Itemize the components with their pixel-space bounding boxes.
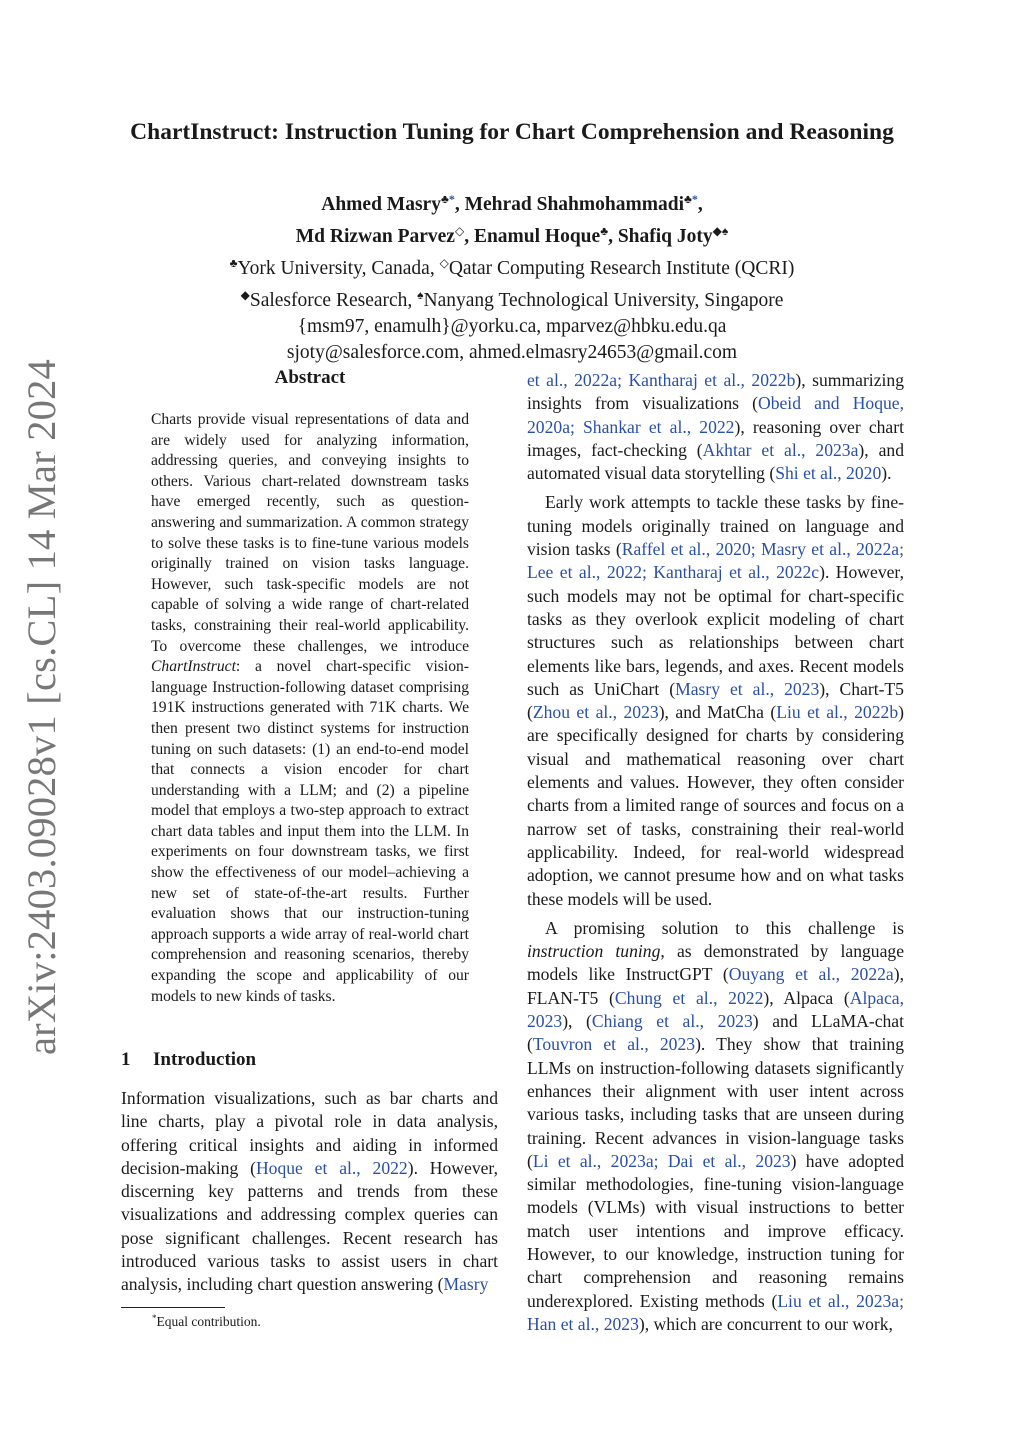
citation-link[interactable]: Chiang et al., 2023 [591, 1011, 753, 1032]
citation-link[interactable]: Touvron et al., 2023 [532, 1034, 696, 1055]
citation-link[interactable]: Masry [443, 1274, 489, 1295]
intro-paragraph-1-left: Information visualizations, such as bar charts and line charts, play a pivotal role in data analysis, offering critical insights and aiding in informed decision-making (Hoque et al., 2022). However, discerning key patterns and trends from these visualizations and addressing complex queries can pose significant challenges. Recent research has introduced various tasks to assist users in chart analysis, including chart question answering (Masry [121, 1088, 498, 1295]
footnote: *Equal contribution. [152, 1313, 261, 1329]
author-name: Mehrad Shahmohammadi [464, 194, 684, 215]
author-name: Md Rizwan Parvez [295, 226, 455, 247]
author-name: Ahmed Masry [321, 194, 441, 215]
citation-link[interactable]: Li et al., 2023a; Dai et al., 2023 [532, 1150, 791, 1171]
citation-link[interactable]: Liu et al., 2023a; Han et al., 2023 [527, 1290, 904, 1334]
affiliation-line-2: ◆Salesforce Research, ♠Nanyang Technological University, Singapore [240, 288, 784, 311]
author-name: Enamul Hoque [473, 226, 601, 247]
citation-link[interactable]: et al., 2022a; Kantharaj et al., 2022b [527, 370, 796, 390]
abstract-body: Charts provide visual representations of data and are widely used for analyzing information, addressing queries, and conveying insights to others. Various chart-related downstream tasks have emerged recently, such as question-answering and summarization. A common strategy to solve these tasks is to fine-tune various models originally trained on vision tasks language. However, such task-specific models are not capable of solving a wide range of chart-related tasks, constraining their real-world applicability. To overcome these challenges, we introduce ChartInstruct: a novel chart-specific vision-language Instruction-following dataset comprising 191K instructions generated with 71K charts. We then present two distinct systems for instruction tuning on such datasets: (1) an end-to-end model that connects a vision encoder for chart understanding with a LLM; and (2) a pipeline model that employs a two-step approach to extract chart data tables and input them into the LLM. In experiments on four downstream tasks, we first show the effectiveness of our model–achieving a new set of state-of-the-art results. Further evaluation shows that our instruction-tuning approach supports a wide array of real-world chart comprehension and reasoning scenarios, thereby expanding the scope and applicability of our models to new kinds of tasks. [151, 411, 469, 1005]
intro-paragraph-1-continued: et al., 2022a; Kantharaj et al., 2022b), summarizing insights from visualizations (Obeid and Hoque, 2020a; Shankar et al., 2022), reasoning over chart images, fact-checking (Akhtar et al., 2023a), and automated visual data storytelling (Shi et al., 2020). [527, 370, 904, 484]
citation-link[interactable]: Ouyang et al., 2022a [728, 964, 894, 985]
citation-link[interactable]: Zhou et al., 2023 [532, 702, 659, 723]
intro-paragraph-3: A promising solution to this challenge is instruction tuning, as demonstrated by language models like InstructGPT (Ouyang et al., 2022a), FLAN-T5 (Chung et al., 2022), Alpaca (Alpaca, 2023), (Chiang et al., 2023) and LLaMA-chat (Touvron et al., 2023). They show that training LLMs on instruction-following datasets significantly enhances their alignment with user intent across various tasks, including tasks that are unseen during training. Recent advances in vision-language tasks (Li et al., 2023a; Dai et al., 2023) have adopted similar methodologies, fine-tuning vision-language models (VLMs) with visual instructions to better match user intentions and improve efficacy. However, to our knowledge, instruction tuning for chart comprehension and reasoning remains underexplored. Existing methods (Liu et al., 2023a; Han et al., 2023), which are concurrent to our work, [527, 917, 905, 1334]
paper-title: ChartInstruct: Instruction Tuning for Chart Comprehension and Reasoning [130, 119, 894, 145]
abstract-heading: Abstract [274, 367, 346, 388]
footnote-rule [121, 1307, 225, 1308]
citation-link[interactable]: Masry et al., 2023 [675, 678, 820, 699]
intro-right-column [527, 369, 904, 1342]
citation-link[interactable]: Akhtar et al., 2023a [702, 439, 859, 460]
email-line-2: sjoty@salesforce.com, ahmed.elmasry24653@gmail.com [286, 342, 738, 363]
citation-link[interactable]: Chung et al., 2022 [614, 987, 764, 1008]
citation-link[interactable]: Hoque et al., 2022 [255, 1157, 408, 1178]
email-line-1: {msm97, enamulh}@yorku.ca, mparvez@hbku.edu.qa [297, 316, 727, 337]
author-line-2: Md Rizwan Parvez◇, Enamul Hoque♣, Shafiq Joty◆♠ [295, 224, 729, 247]
author-block [120, 186, 904, 366]
author-line-1: Ahmed Masry♣*, Mehrad Shahmohammadi♣*, [321, 192, 703, 215]
citation-link[interactable]: Raffel et al., 2020; Masry et al., 2022a; Lee et al., 2022; Kantharaj et al., 2022c [527, 539, 904, 583]
affiliation-line-1: ♣York University, Canada, ◇Qatar Computing Research Institute (QCRI) [229, 256, 795, 279]
citation-link[interactable]: Alpaca, 2023 [527, 987, 904, 1032]
citation-link[interactable]: Shi et al., 2020 [775, 463, 882, 484]
intro-paragraph-2: Early work attempts to tackle these tasks by fine-tuning models originally trained on language and vision tasks (Raffel et al., 2020; Masry et al., 2022a; Lee et al., 2022; Kantharaj et al., 2022c). However, such models may not be optimal for chart-specific tasks as they overlook explicit modeling of chart structures such as relationships between chart elements like bars, legends, and axes. Recent models such as UniChart (Masry et al., 2023), Chart-T5 (Zhou et al., 2023), and MatCha (Liu et al., 2022b) are specifically designed for charts by considering visual and mathematical reasoning over chart elements and values. However, they often consider charts from a limited range of sources and focus on a narrow set of tasks, constraining their real-world applicability. Indeed, for real-world widespread adoption, we cannot presume how and on what tasks these models will be used. [527, 492, 904, 909]
section-heading-introduction: 1 Introduction [121, 1049, 257, 1070]
citation-link[interactable]: Obeid and Hoque, 2020a; Shankar et al., 2022 [527, 393, 904, 437]
arxiv-stamp: arXiv:2403.09028v1 [cs.CL] 14 Mar 2024 [19, 358, 64, 1055]
citation-link[interactable]: Liu et al., 2022b [776, 702, 899, 723]
author-name: Shafiq Joty [617, 226, 713, 247]
